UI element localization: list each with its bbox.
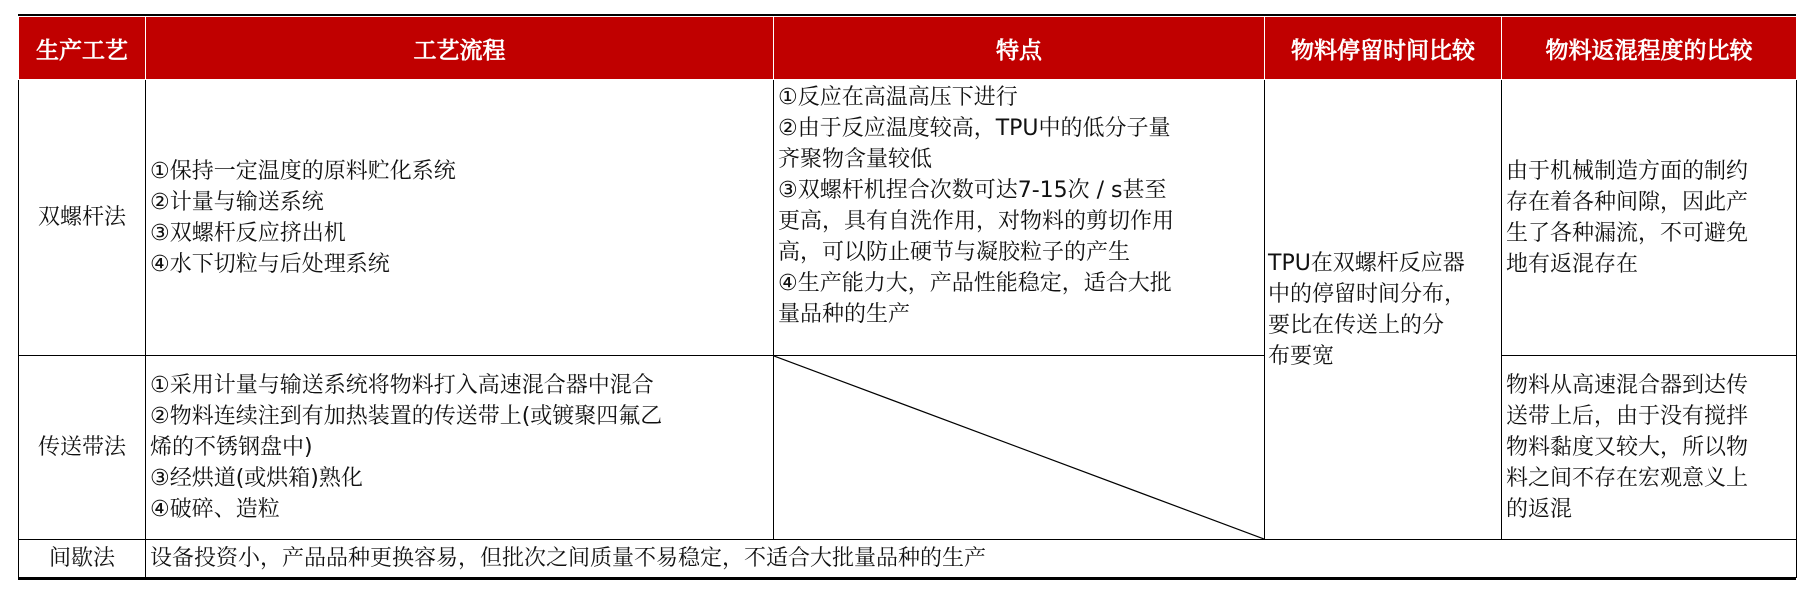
process-step: ①采用计量与输送系统将物料打入高速混合器中混合 <box>150 373 654 398</box>
process-step: ②物料连续注到有加热装置的传送带上(或镀聚四氟乙 <box>150 404 663 429</box>
backmix-line: 地有返混存在 <box>1506 251 1639 277</box>
backmix-line: 存在着各种间隙，因此产 <box>1506 189 1749 215</box>
table-row-twin-screw <box>19 80 1797 356</box>
header-features: 特点 <box>774 17 1265 80</box>
residence-line: TPU在双螺杆反应器 <box>1268 250 1465 276</box>
feature-line: ②由于反应温度较高，TPU中的低分子量 <box>778 116 1171 141</box>
diagonal-slash <box>774 356 1264 539</box>
backmix-line: 的返混 <box>1506 497 1573 522</box>
feature-line: ③双螺杆机捏合次数可达7-15次 / s甚至 <box>778 178 1167 203</box>
residence-line: 要比在传送上的分 <box>1268 312 1445 338</box>
process-belt <box>146 356 774 540</box>
residence-time-cell <box>1265 80 1502 540</box>
feature-line: 高，可以防止硬节与凝胶粒子的产生 <box>778 240 1131 265</box>
feature-line: ①反应在高温高压下进行 <box>778 85 1018 110</box>
backmix-line: 物料黏度又较大，所以物 <box>1506 435 1749 460</box>
backmix-twin-screw <box>1502 80 1797 356</box>
method-twin-screw: 双螺杆法 <box>19 80 146 356</box>
process-step: ①保持一定温度的原料贮化系统 <box>150 158 456 184</box>
process-step: ②计量与输送系统 <box>150 189 324 215</box>
table-row-batch <box>19 540 1797 578</box>
backmix-line: 物料从高速混合器到达传 <box>1506 373 1749 398</box>
header-process-method: 生产工艺 <box>19 17 146 80</box>
header-process-flow: 工艺流程 <box>146 17 774 80</box>
feature-line: 齐聚物含量较低 <box>778 147 933 172</box>
process-step: ④破碎、造粒 <box>150 497 280 522</box>
backmix-line: 料之间不存在宏观意义上 <box>1506 466 1749 491</box>
backmix-line: 生了各种漏流，不可避免 <box>1506 220 1749 246</box>
residence-line: 中的停留时间分布， <box>1268 281 1467 307</box>
process-step: ③经烘道(或烘箱)熟化 <box>150 466 363 491</box>
process-twin-screw <box>146 80 774 356</box>
feature-line: 更高，具有自洗作用，对物料的剪切作用 <box>778 209 1175 234</box>
table-bottom-rule <box>18 578 1796 580</box>
process-comparison-table <box>18 16 1796 578</box>
backmix-line: 由于机械制造方面的制约 <box>1506 158 1749 184</box>
feature-line: 量品种的生产 <box>778 302 911 327</box>
backmix-belt <box>1502 356 1797 540</box>
method-belt: 传送带法 <box>19 356 146 540</box>
header-row <box>19 17 1797 80</box>
residence-line: 布要宽 <box>1268 343 1335 369</box>
batch-description: 设备投资小，产品品种更换容易，但批次之间质量不易稳定，不适合大批量品种的生产 <box>146 540 1797 578</box>
header-residence-time: 物料停留时间比较 <box>1265 17 1502 80</box>
process-step: ③双螺杆反应挤出机 <box>150 220 346 246</box>
features-twin-screw <box>774 80 1265 356</box>
table-row-belt <box>19 356 1797 540</box>
backmix-line: 送带上后，由于没有搅拌 <box>1506 404 1749 429</box>
header-backmixing: 物料返混程度的比较 <box>1502 17 1797 80</box>
method-batch: 间歇法 <box>19 540 146 578</box>
feature-line: ④生产能力大，产品性能稳定，适合大批 <box>778 271 1172 296</box>
process-step: 烯的不锈钢盘中) <box>150 435 313 460</box>
process-step: ④水下切粒与后处理系统 <box>150 251 390 277</box>
features-belt-empty <box>774 356 1265 540</box>
